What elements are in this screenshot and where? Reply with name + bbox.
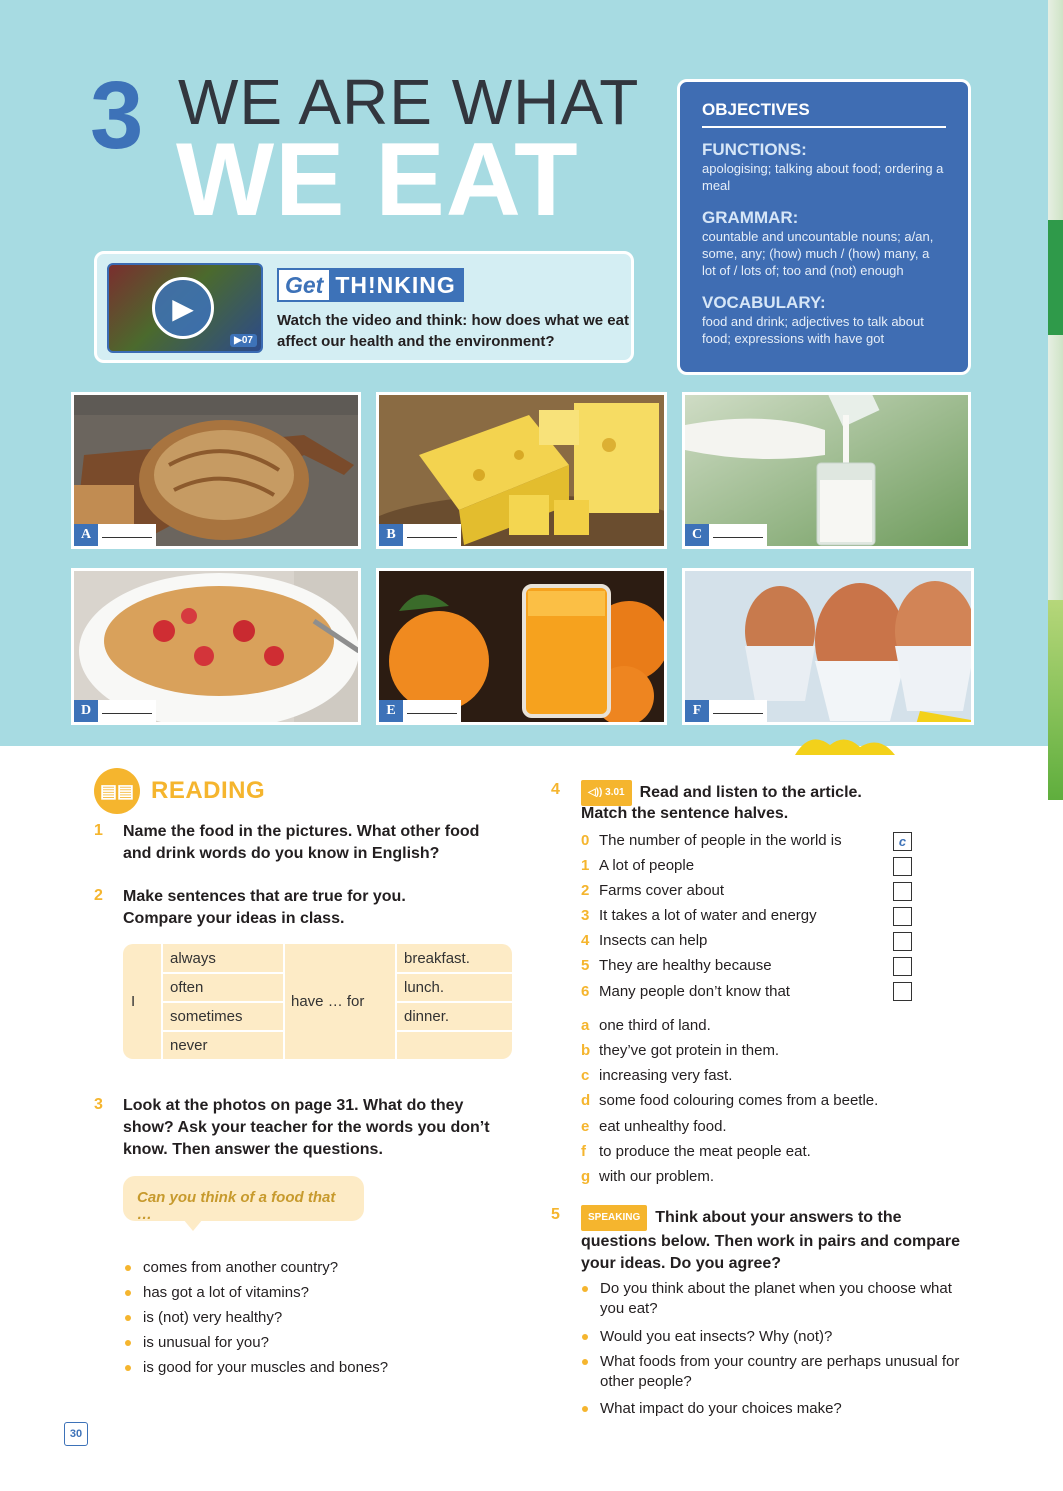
- match-ending: g with our problem.: [581, 1168, 715, 1185]
- match-item: 5 They are healthy because: [581, 957, 772, 974]
- table-adverb: sometimes: [170, 1008, 243, 1025]
- video-number-badge: ▶07: [230, 334, 257, 347]
- answer-box[interactable]: [893, 857, 912, 876]
- photo-label-d: D: [74, 700, 156, 722]
- thinking-word: TH!NKING: [329, 270, 461, 300]
- get-thinking-panel: [94, 251, 634, 363]
- answer-box[interactable]: [893, 932, 912, 951]
- objectives-heading: OBJECTIVES: [702, 100, 946, 128]
- q1-text: Name the food in the pictures. What other food and drink words do you know in English?: [123, 823, 480, 862]
- match-item: 1 A lot of people: [581, 857, 695, 874]
- photo-orange-juice: [376, 568, 667, 725]
- table-meal: dinner.: [404, 1008, 450, 1025]
- answer-blank[interactable]: [403, 700, 461, 722]
- egg-cup-feet: [790, 725, 900, 761]
- match-item: 3 It takes a lot of water and energy: [581, 907, 817, 924]
- photo-cheese: [376, 392, 667, 549]
- match-item: 6 Many people don’t know that: [581, 983, 790, 1000]
- get-thinking-logo: [277, 268, 464, 302]
- table-meal: lunch.: [404, 979, 445, 996]
- get-word: Get: [279, 270, 329, 300]
- photo-milk: [682, 392, 971, 549]
- table-subject: I: [131, 993, 136, 1010]
- list-item: comes from another country?: [143, 1259, 339, 1276]
- vocabulary-label: VOCABULARY:: [702, 293, 826, 312]
- answer-box[interactable]: [893, 907, 912, 926]
- match-ending: f to produce the meat people eat.: [581, 1143, 811, 1160]
- unit-title-line2: WE EAT: [176, 122, 579, 238]
- unit-number: 3: [90, 62, 144, 169]
- photo-label-e: E: [379, 700, 461, 722]
- answer-box[interactable]: [893, 882, 912, 901]
- list-item: is good for your muscles and bones?: [143, 1359, 389, 1376]
- answer-blank[interactable]: [98, 524, 156, 546]
- answer-box[interactable]: [893, 982, 912, 1001]
- answer-box[interactable]: c: [893, 832, 912, 851]
- grammar-text: countable and uncountable nouns; a/an, some, any; (how) much / (how) many, a lot of / lots of; too and (not) enough: [702, 229, 934, 278]
- match-ending: b they’ve got protein in them.: [581, 1042, 780, 1059]
- match-ending: d some food colouring comes from a beetle.: [581, 1092, 879, 1109]
- list-item: Would you eat insects? Why (not)?: [600, 1327, 960, 1347]
- objectives-box: [677, 79, 971, 375]
- list-item: Do you think about the planet when you choose what you eat?: [600, 1279, 960, 1319]
- match-item: 4 Insects can help: [581, 932, 708, 949]
- vocabulary-text: food and drink; adjectives to talk about food; expressions with have got: [702, 314, 924, 346]
- q1-number: 1: [94, 822, 103, 839]
- list-item: has got a lot of vitamins?: [143, 1284, 309, 1301]
- speech-bubble: Can you think of a food that …: [123, 1176, 364, 1221]
- book-icon: ▤▤: [94, 768, 140, 814]
- match-ending: e eat unhealthy food.: [581, 1118, 727, 1135]
- list-item: What foods from your country are perhaps unusual for other people?: [600, 1352, 970, 1392]
- answer-blank[interactable]: [98, 700, 156, 722]
- answer-blank[interactable]: [403, 524, 461, 546]
- photo-label-a: A: [74, 524, 156, 546]
- play-icon[interactable]: ▶: [152, 277, 214, 339]
- q3-text: Look at the photos on page 31. What do they show? Ask your teacher for the words you don’t know. Then answer the questions.: [123, 1097, 490, 1158]
- reading-title: READING: [151, 777, 266, 804]
- functions-text: apologising; talking about food; ordering a meal: [702, 161, 944, 193]
- video-thumbnail[interactable]: [107, 263, 263, 353]
- match-ending: c increasing very fast.: [581, 1067, 733, 1084]
- grammar-label: GRAMMAR:: [702, 208, 799, 227]
- answer-blank[interactable]: [709, 524, 767, 546]
- list-item: What impact do your choices make?: [600, 1399, 960, 1419]
- photo-label-b: B: [379, 524, 461, 546]
- table-meal: breakfast.: [404, 950, 470, 967]
- table-verb: have … for: [291, 993, 365, 1010]
- q4-instruction: ◁)) 3.01 Read and listen to the article.: [581, 780, 981, 806]
- q2-text: Make sentences that are true for you. Compare your ideas in class.: [123, 888, 406, 927]
- q5-number: 5: [551, 1206, 560, 1223]
- photo-eggs: [682, 568, 974, 725]
- photo-label-f: F: [685, 700, 767, 722]
- q5-instruction: SPEAKING Think about your answers to the questions below. Then work in pairs and compare your ideas. Do you agree?: [581, 1205, 971, 1275]
- match-ending: a one third of land.: [581, 1017, 711, 1034]
- q4-instruction-line2: Match the sentence halves.: [581, 805, 789, 822]
- q3-number: 3: [94, 1096, 103, 1113]
- table-adverb: always: [170, 950, 216, 967]
- table-adverb: never: [170, 1037, 208, 1054]
- match-item: 0 The number of people in the world is: [581, 832, 842, 849]
- get-thinking-text: Watch the video and think: how does what we eat affect our health and the environment?: [277, 312, 629, 350]
- list-item: is (not) very healthy?: [143, 1309, 283, 1326]
- sentence-table: [123, 944, 512, 1059]
- unit-title-line1: WE ARE WHAT: [178, 66, 640, 138]
- q2-number: 2: [94, 887, 103, 904]
- answer-box[interactable]: [893, 957, 912, 976]
- match-item: 2 Farms cover about: [581, 882, 725, 899]
- page-number: 30: [64, 1422, 88, 1446]
- table-adverb: often: [170, 979, 204, 996]
- answer-blank[interactable]: [709, 700, 767, 722]
- list-item: is unusual for you?: [143, 1334, 269, 1351]
- speaking-tag: SPEAKING: [581, 1205, 647, 1231]
- page-edge-tab: [1048, 220, 1063, 335]
- q4-number: 4: [551, 781, 560, 798]
- photo-label-c: C: [685, 524, 767, 546]
- photo-bread: [71, 392, 361, 549]
- functions-label: FUNCTIONS:: [702, 140, 807, 159]
- photo-cereal: [71, 568, 361, 725]
- audio-track-tag[interactable]: ◁)) 3.01: [581, 780, 632, 806]
- page-edge-leaf: [1048, 600, 1063, 800]
